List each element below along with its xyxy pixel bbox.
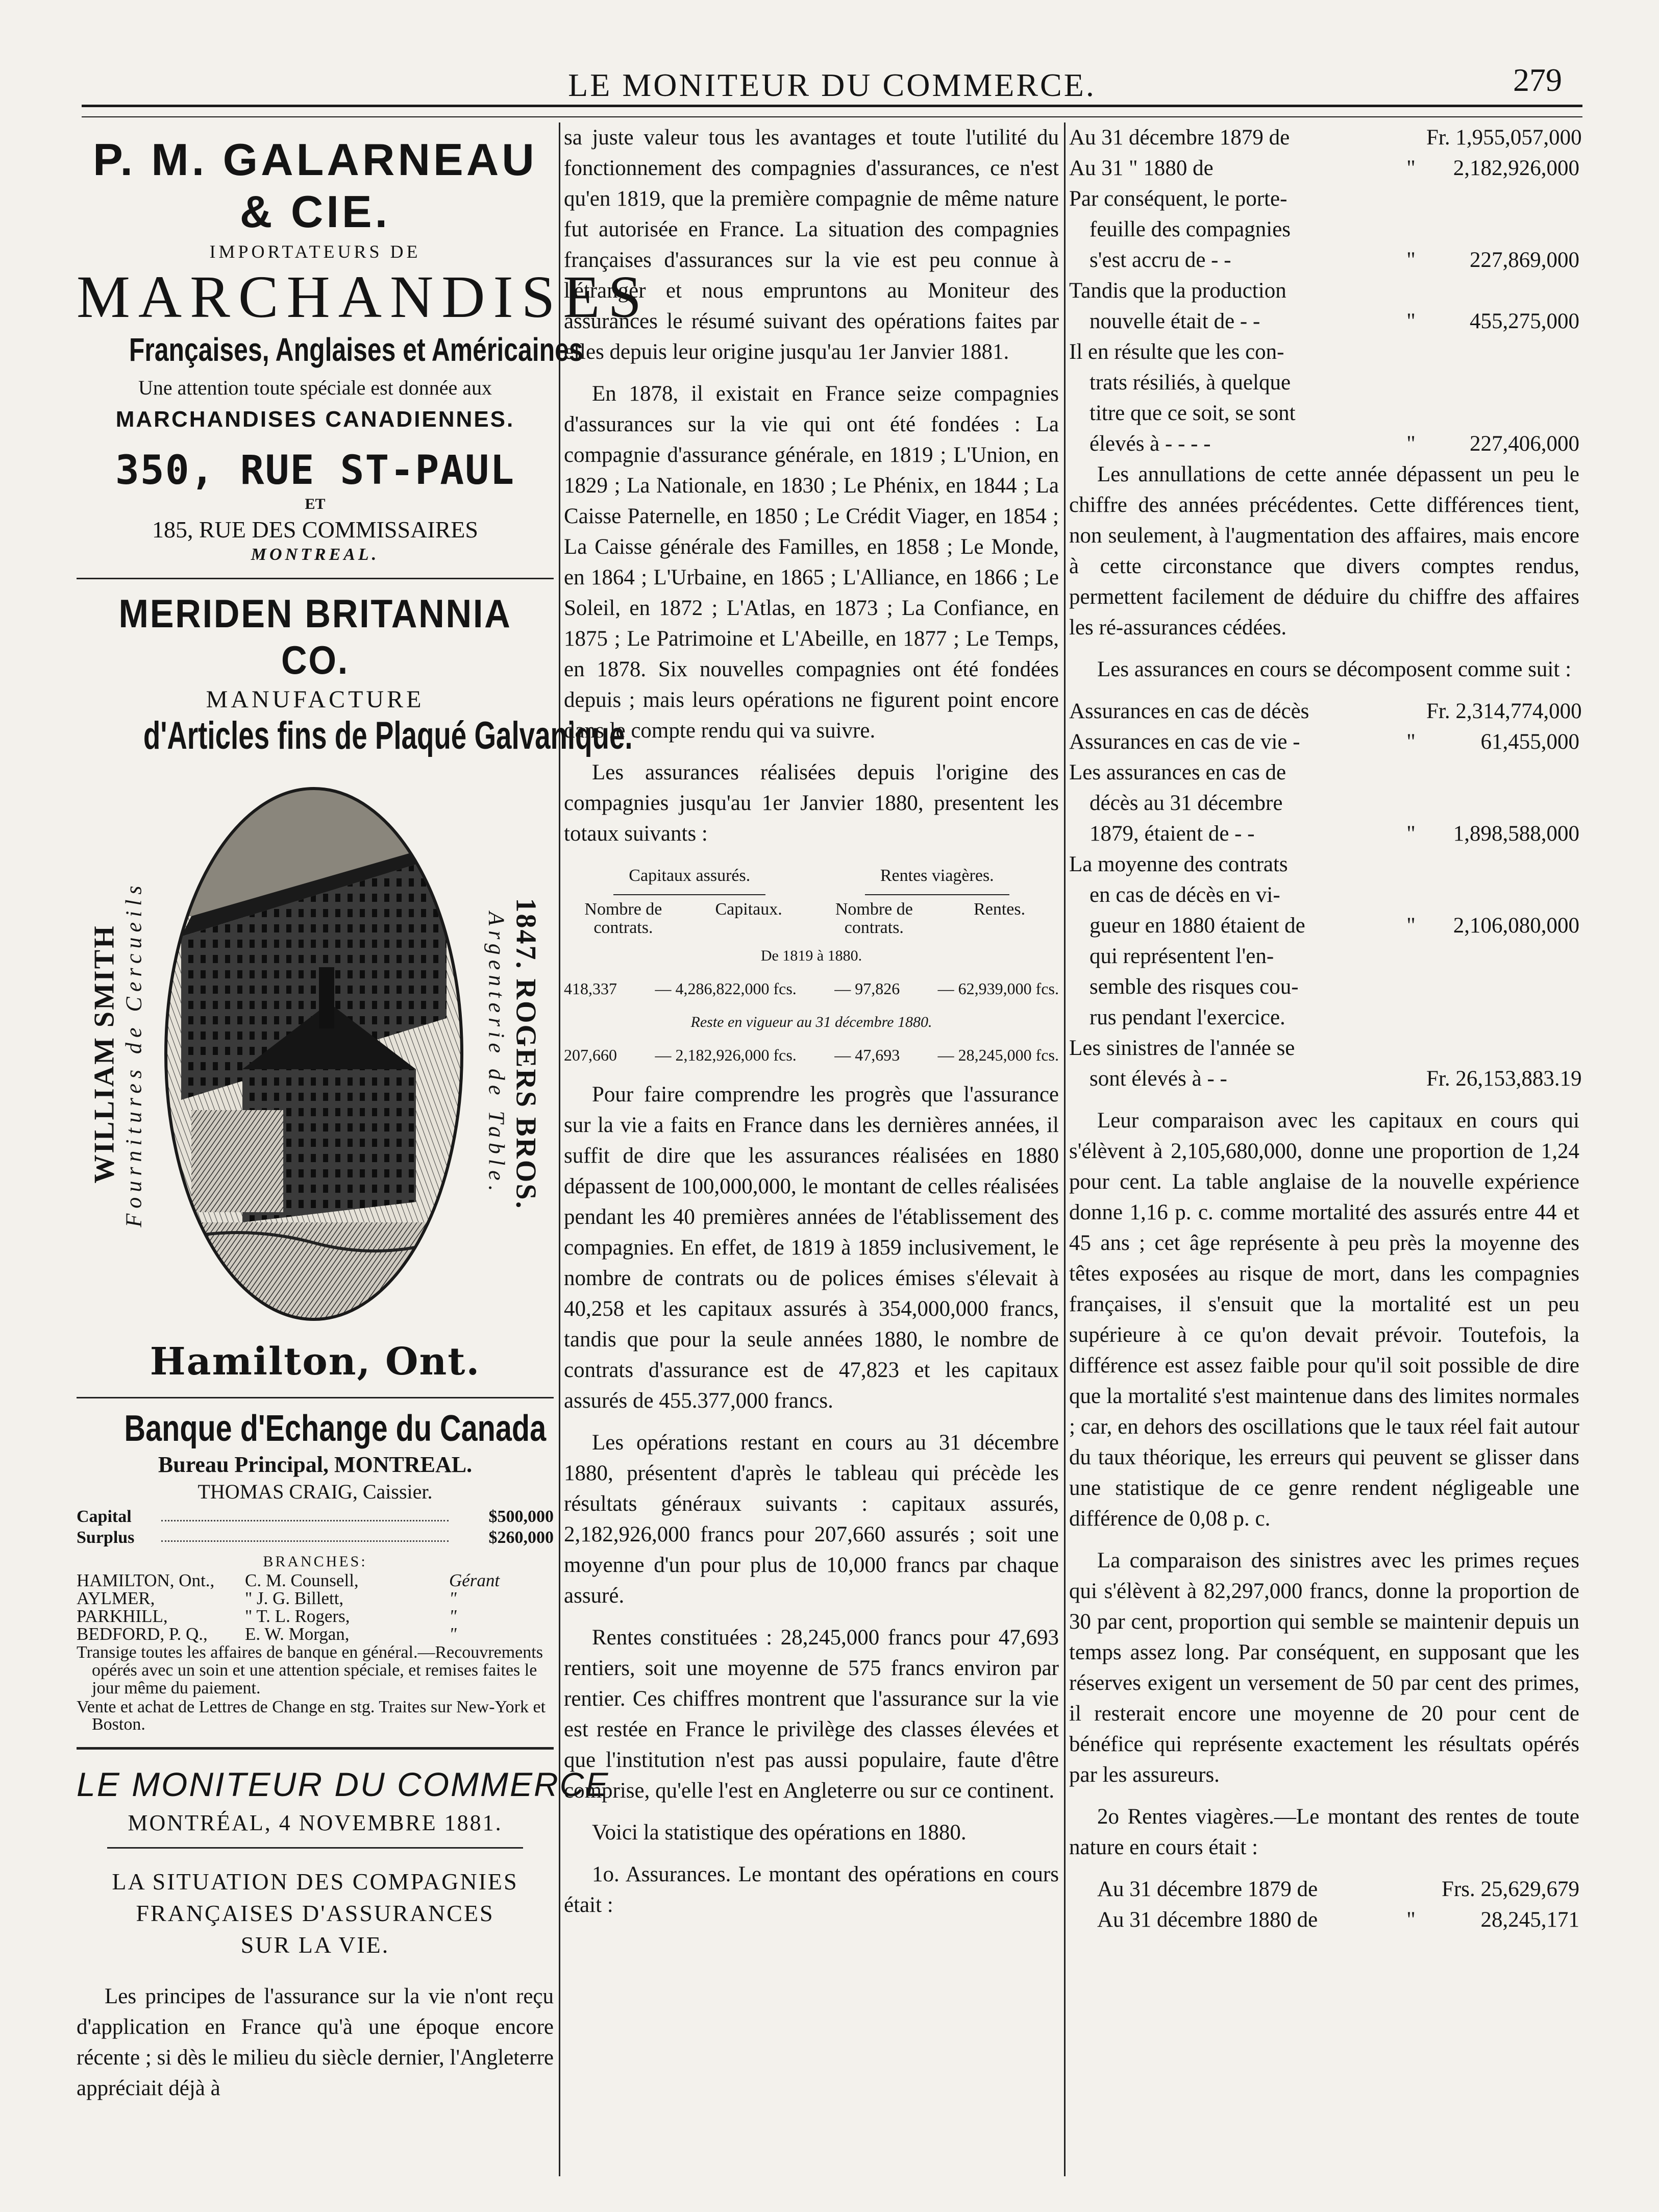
capital-label: Capital (77, 1507, 132, 1526)
ledger-row (1069, 122, 1582, 153)
ledger-label: 1879, étaient de - - (1090, 822, 1255, 846)
ad-importers: IMPORTATEURS DE (209, 241, 421, 262)
ledger-ditto-mark (1396, 398, 1426, 429)
ledger-label: sont élevés à - - (1090, 1067, 1227, 1091)
ad-separator (77, 1747, 554, 1750)
ledger-label: s'est accru de - - (1090, 248, 1231, 272)
branch-manager: " T. L. Rogers, (245, 1606, 350, 1627)
ledger-row (1069, 941, 1579, 972)
ledger-value: Frs. 25,629,679 (1442, 1877, 1579, 1901)
leader-dots (161, 1528, 449, 1542)
ledger-ditto-mark: " (1406, 1908, 1416, 1932)
column-header: Nombre de contrats. (584, 900, 662, 937)
column-2 (564, 122, 1059, 2176)
ledger-row (1069, 276, 1579, 306)
ledger-ditto-mark (1396, 367, 1426, 398)
ad-banque (77, 1408, 554, 1734)
ledger-value: 1,898,588,000 (1453, 822, 1579, 846)
capital-rows (77, 1507, 554, 1549)
branch-row (77, 1607, 554, 1625)
ledger-label: feuille des compagnies (1090, 217, 1291, 241)
ledger-row (1069, 757, 1579, 788)
branches-list (77, 1571, 554, 1643)
ledger-value (1426, 337, 1579, 367)
ledger-value (1426, 276, 1579, 306)
ledger-row (1069, 367, 1579, 398)
ledger-value (1426, 398, 1579, 429)
table-cell: 418,337 (564, 979, 617, 998)
table-cell: — 62,939,000 fcs. (937, 979, 1059, 998)
ledger-label: semble des risques cou- (1090, 975, 1299, 999)
ad-cashier: THOMAS CRAIG, Caissier. (197, 1480, 433, 1503)
banque-note-2: Vente et achat de Lettres de Change en stg. Traites sur New-York et Boston. (77, 1697, 546, 1734)
ad-banque-name: Banque d'Echange du Canada (124, 1408, 547, 1449)
ledger-value (1426, 1002, 1579, 1033)
column-3 (1069, 122, 1582, 2176)
ad-goods: MARCHANDISES (77, 263, 650, 330)
engraving-block (77, 763, 554, 1340)
ledger-value: 2,106,080,000 (1453, 914, 1579, 938)
ledger-row (1069, 337, 1579, 367)
paragraph: Les assurances en cours se décomposent comme suit : (1097, 657, 1572, 681)
ledger-ditto-mark (1396, 337, 1426, 367)
ledger-label: Les sinistres de l'année se (1069, 1036, 1295, 1060)
table-row (564, 973, 1059, 1004)
ledger-label: Au 31 " 1880 de (1069, 156, 1214, 180)
capital-row (77, 1507, 554, 1528)
ledger-row (1069, 245, 1579, 276)
ad-street-2: 185, RUE DES COMMISSAIRES (152, 516, 478, 543)
ledger-value: 28,245,171 (1480, 1908, 1579, 1932)
ledger-ditto-mark: " (1406, 248, 1416, 272)
ledger-row (1069, 153, 1579, 184)
paragraph: La comparaison des sinistres avec les primes reçues qui s'élèvent à 82,297,000 francs, donne la proportion de 30 par cent, proportion qui semble se maintenir depuis un temps assez long. Par conséquent, en supposant que les réserves exigent un versement de 50 par cent des primes, il resterait encore une moyenne de 20 pour cent de bénéfice qui représente exactement les résultats opérés par les assureurs. (1069, 1549, 1579, 1787)
ledger-ditto-mark: " (1406, 730, 1416, 754)
ledger-ditto-mark (1396, 941, 1426, 972)
ad-origins: Françaises, Anglaises et Américaines (129, 331, 583, 368)
table-cell: — 97,826 (834, 979, 900, 998)
article-title-line-1: LA SITUATION DES COMPAGNIES (112, 1868, 518, 1895)
branch-manager: C. M. Counsell, (245, 1570, 359, 1591)
ledger-row (1069, 880, 1579, 911)
ledger-ditto-mark (1396, 1064, 1426, 1094)
ledger-label: Il en résulte que les con- (1069, 340, 1284, 364)
paragraph: Pour faire comprendre les progrès que l'assurance sur la vie a faits en France dans les dernières années, il suffit de dire que les assurances réalisées en 1880 dépassent de 100,000,000, le montant de celles réalisées pendant les 40 premières années de l'établissement des compagnies. En effet, de 1819 à 1859 inclusivement, le nombre de contrats ou de polices émises s'élevait à 40,258 et les capitaux assurés à 354,000,000 francs, tandis que pour la seule années 1880, le nombre de contrats d'assurance est de 47,823 et les capitaux assurés de 455.377,000 francs. (564, 1083, 1059, 1413)
surplus-row (77, 1528, 554, 1549)
ledger-row (1069, 696, 1582, 727)
ad-canadian: MARCHANDISES CANADIENNES. (115, 406, 515, 432)
table-period-2: Reste en vigueur au 31 décembre 1880. (690, 1014, 932, 1031)
ledger-row (1097, 1905, 1579, 1935)
article-body-col1 (77, 1981, 554, 2104)
ledger-label: nouvelle était de - - (1090, 309, 1260, 333)
ad-meriden-name: MERIDEN BRITANNIA CO. (118, 591, 512, 682)
paragraph: 1o. Assurances. Le montant des opérations en cours était : (564, 1862, 1059, 1918)
ledger-label: Assurances en cas de décès (1069, 699, 1309, 723)
ledger-assurances (1069, 696, 1582, 1094)
ledger-ditto-mark (1396, 1033, 1426, 1064)
table-cell: — 4,286,822,000 fcs. (655, 979, 797, 998)
ad-separator (77, 578, 554, 579)
table-head (564, 861, 1059, 895)
table-head-rentes: Rentes viagères. (865, 861, 1009, 895)
branch-row (77, 1625, 554, 1643)
ledger-ditto-mark: " (1406, 914, 1416, 938)
ledger-row (1069, 398, 1579, 429)
ledger-value (1426, 788, 1579, 819)
table-row (564, 1040, 1059, 1070)
ad-articles: d'Articles fins de Plaqué Galvanique. (143, 714, 633, 757)
ledger-ditto-mark (1396, 880, 1426, 911)
running-title: LE MONITEUR DU COMMERCE. (568, 67, 1096, 103)
ledger-row (1069, 429, 1579, 459)
branch-row (77, 1589, 554, 1607)
ledger-value: 227,406,000 (1470, 432, 1579, 456)
ad-left-name: WILLIAM SMITH (88, 924, 120, 1184)
ledger-rentes (1069, 1874, 1579, 1935)
column-rule-1 (559, 122, 560, 2176)
ad-side-left (77, 783, 158, 1324)
ledger-label: rus pendant l'exercice. (1090, 1005, 1285, 1029)
paragraph: Voici la statistique des opérations en 1880. (592, 1821, 967, 1845)
ledger-ditto-mark (1396, 214, 1426, 245)
branch-city: BEDFORD, P. Q., (77, 1624, 208, 1644)
ad-right-sub: Argenterie de Table. (484, 912, 509, 1196)
table-cell: — 2,182,926,000 fcs. (655, 1046, 797, 1065)
column-rule-2 (1064, 122, 1066, 2176)
ad-separator (77, 1397, 554, 1398)
table-cell: 207,660 (564, 1046, 617, 1065)
ledger-value (1426, 849, 1579, 880)
branches-title: BRANCHES: (263, 1553, 367, 1570)
ledger-label: en cas de décès en vi- (1090, 883, 1280, 907)
table-columns (564, 900, 1059, 937)
paragraph: Rentes constituées : 28,245,000 francs pour 47,693 rentiers, soit une moyenne de 575 francs environ par rentier. Ces chiffres montrent que l'assurance sur la vie est restée en France le privilège des classes élevées et que l'institution n'est pas aussi populaire, faute d'être comprise, qu'elle l'est en Angleterre ou sur ce continent. (564, 1626, 1059, 1803)
ad-left-sub: Fournitures de Cercueils (121, 880, 146, 1227)
ledger-ditto-mark (1396, 1874, 1426, 1905)
branch-row (77, 1571, 554, 1589)
ledger-label: décès au 31 décembre (1090, 791, 1283, 815)
ledger-label: Au 31 décembre 1880 de (1097, 1908, 1318, 1932)
branch-manager: E. W. Morgan, (245, 1624, 350, 1644)
branch-role: " (449, 1588, 457, 1609)
ad-city: MONTREAL. (251, 545, 380, 564)
factory-engraving (161, 783, 467, 1324)
ledger-ditto-mark (1396, 122, 1426, 153)
ledger-value (1426, 757, 1579, 788)
ledger-label: titre que ce soit, se sont (1090, 401, 1296, 425)
leader-dots (161, 1507, 449, 1521)
column-header: Rentes. (974, 900, 1026, 919)
ledger-label: Par conséquent, le porte- (1069, 187, 1287, 211)
ledger-value (1426, 214, 1579, 245)
ad-hamilton: Hamilton, Ont. (150, 1339, 481, 1384)
ad-bureau: Bureau Principal, MONTREAL. (158, 1452, 473, 1477)
ad-street-1: 350, RUE ST-PAUL (115, 447, 515, 494)
capital-value: $500,000 (488, 1507, 554, 1526)
ledger-value (1426, 880, 1579, 911)
ledger-ditto-mark (1396, 1002, 1426, 1033)
ledger-label: Assurances en cas de vie - (1069, 730, 1300, 754)
ledger-label: Tandis que la production (1069, 279, 1286, 303)
ledger-row (1069, 306, 1579, 337)
ledger-value (1426, 972, 1579, 1002)
paragraph: Les opérations restant en cours au 31 décembre 1880, présentent d'après le tableau qui précède les résultats généraux suivants : capitaux assurés, 2,182,926,000 francs pour 207,660 assurés ; soit une moyenne d'un pour plus de 10,000 francs par chaque assuré. (564, 1431, 1059, 1608)
ledger-value: 61,455,000 (1480, 730, 1579, 754)
table-head-capitaux: Capitaux assurés. (613, 861, 765, 895)
dateline: MONTRÉAL, 4 NOVEMBRE 1881. (128, 1810, 503, 1835)
ledger-ditto-mark (1396, 276, 1426, 306)
paragraph: En 1878, il existait en France seize compagnies d'assurances sur la vie qui ont été fondées : La compagnie d'assurance générale, en 1819 ; L'Union, en 1829 ; La Nationale, en 1830 ; Le Phénix, en 1844 ; La Caisse Paternelle, en 1850 ; Le Crédit Viager, en 1854 ; La Caisse générale des Familles, en 1858 ; Le Monde, en 1864 ; L'Urbaine, en 1865 ; L'Alliance, en 1866 ; Le Soleil, en 1872 ; L'Atlas, en 1873 ; La Confiance, en 1875 ; Le Patrimoine et L'Abeille, en 1877 ; Le Temps, en 1878. Six nouvelles compagnies ont été fondées depuis ; mais leurs opérations ne figurent point encore dans le compte rendu qui va suivre. (564, 382, 1059, 743)
ad-manufacture: MANUFACTURE (206, 685, 425, 713)
ledger-ditto-mark (1396, 184, 1426, 214)
ledger-value: Fr. 26,153,883.19 (1426, 1067, 1582, 1091)
ledger-ditto-mark: " (1406, 432, 1416, 456)
masthead-title: LE MONITEUR DU COMMERCE (77, 1765, 610, 1803)
ledger-value: Fr. 1,955,057,000 (1426, 126, 1582, 150)
article-title-line-3: SUR LA VIE. (240, 1932, 390, 1958)
ledger-value (1426, 1033, 1579, 1064)
ledger-operations (1069, 122, 1582, 459)
paragraph: sa juste valeur tous les avantages et toute l'utilité du fonctionnement des compagnies d'assurances, ce n'est qu'en 1819, que la première compagnie de même nature fut autorisée en France. La situation des compagnies françaises d'assurances sur la vie est peu connue à l'étranger et nous empruntons au Moniteur des assurances le résumé suivant des opérations faites par elles depuis leur origine jusqu'au 1er Janvier 1881. (564, 126, 1059, 364)
ledger-label: La moyenne des contrats (1069, 852, 1288, 876)
ledger-value: 2,182,926,000 (1453, 156, 1579, 180)
paragraph: Les annullations de cette année dépassent un peu le chiffre des années précédentes. Cette différences tient, non seulement, à l'augmentation des affaires, mais encore à cette circonstance que divers comptes rendus, permettent facilement de déduire du chiffre des affaires les ré-assurances cédées. (1069, 462, 1579, 640)
paragraph: Leur comparaison avec les capitaux en cours qui s'élèvent à 2,105,680,000, donne une proportion de 1,24 pour cent. La table anglaise de la nouvelle expérience donne 1,16 p. c. comme mortalité des assurés entre 44 et 45 ans ; cet âge représente à peu près la moyenne des têtes exposées au risque de mort, dans les compagnies françaises, il s'ensuit que la mortalité est un peu supérieure à ce qu'on devait prévoir. Toutefois, la différence est assez faible pour qu'il soit possible de dire que la mortalité s'est maintenue dans des limites normales ; car, en dehors des oscillations que le taux réel fait autour du taux théorique, les erreurs qui peuvent se glisser dans une statistique de ce genre rendent négligeable une différence de 0,08 p. c. (1069, 1109, 1579, 1531)
article-title (77, 1866, 554, 1961)
surplus-value: $260,000 (488, 1528, 554, 1547)
ledger-value (1426, 367, 1579, 398)
banque-note-1: Transige toutes les affaires de banque en général.—Recouvrements opérés avec un soin et une attention spéciale, et remises faites le jour même du paiement. (77, 1643, 543, 1698)
ledger-row (1069, 1064, 1582, 1094)
ledger-ditto-mark: " (1406, 822, 1416, 846)
ad-galarneau-name: P. M. GALARNEAU & CIE. (93, 134, 537, 237)
header-rule (82, 105, 1582, 117)
branch-city: PARKHILL, (77, 1606, 168, 1627)
paragraph: 2o Rentes viagères.—Le montant des rentes de toute nature en cours était : (1069, 1805, 1579, 1859)
ledger-row (1069, 849, 1579, 880)
ledger-value (1426, 184, 1579, 214)
statistics-table (564, 861, 1059, 1070)
ledger-row (1069, 184, 1579, 214)
branch-manager: " J. G. Billett, (245, 1588, 344, 1609)
ledger-row (1069, 1033, 1579, 1064)
table-period-1: De 1819 à 1880. (760, 947, 862, 965)
ledger-ditto-mark (1396, 849, 1426, 880)
ad-et: ET (305, 495, 326, 512)
ledger-row (1069, 214, 1579, 245)
ledger-label: Les assurances en cas de (1069, 760, 1286, 784)
ledger-row (1069, 1002, 1579, 1033)
paragraph: Les principes de l'assurance sur la vie n'ont reçu d'application en France qu'à une époque encore récente ; si dès le milieu du siècle dernier, l'Angleterre appréciait déjà à (77, 1984, 554, 2101)
ledger-value (1426, 941, 1579, 972)
running-head (82, 56, 1582, 112)
ledger-label: Au 31 décembre 1879 de (1069, 126, 1290, 150)
table-cell: — 28,245,000 fcs. (937, 1046, 1059, 1065)
ad-right-name: 1847. ROGERS BROS. (510, 898, 542, 1210)
column-header: Capitaux. (715, 900, 782, 919)
table-cell: — 47,693 (834, 1046, 900, 1065)
ledger-row (1069, 727, 1579, 757)
ledger-ditto-mark (1396, 696, 1426, 727)
masthead-block (77, 1765, 610, 1961)
surplus-label: Surplus (77, 1528, 135, 1547)
ledger-value: Fr. 2,314,774,000 (1426, 699, 1582, 723)
ledger-ditto-mark: " (1406, 309, 1416, 333)
ledger-ditto-mark (1396, 972, 1426, 1002)
ledger-ditto-mark: " (1406, 156, 1416, 180)
page-number: 279 (1513, 62, 1562, 98)
branch-city: AYLMER, (77, 1588, 155, 1609)
ledger-ditto-mark (1396, 788, 1426, 819)
branch-role: " (449, 1606, 457, 1627)
article-title-line-2: FRANÇAISES D'ASSURANCES (136, 1900, 494, 1926)
ad-note: Une attention toute spéciale est donnée aux (138, 376, 492, 399)
branch-role: " (449, 1624, 457, 1644)
ledger-row (1069, 972, 1579, 1002)
ledger-label: qui représentent l'en- (1090, 944, 1274, 968)
ad-side-right (472, 783, 554, 1324)
paragraph: Les assurances réalisées depuis l'origine des compagnies jusqu'au 1er Janvier 1880, presentent les totaux suivants : (564, 760, 1059, 846)
masthead-rule (107, 1847, 523, 1849)
ledger-row (1069, 819, 1579, 849)
ledger-row (1069, 911, 1579, 941)
ledger-value: 455,275,000 (1470, 309, 1579, 333)
branch-role: Gérant (449, 1570, 500, 1591)
branch-city: HAMILTON, Ont., (77, 1570, 215, 1591)
ledger-ditto-mark (1396, 757, 1426, 788)
ledger-label: trats résiliés, à quelque (1090, 371, 1291, 395)
ad-galarneau (77, 134, 650, 564)
ledger-row (1097, 1874, 1579, 1905)
ledger-label: Au 31 décembre 1879 de (1097, 1877, 1318, 1901)
column-header: Nombre de contrats. (835, 900, 913, 937)
ledger-label: gueur en 1880 étaient de (1090, 914, 1305, 938)
ledger-label: élevés à - - - - (1090, 432, 1211, 456)
ledger-value: 227,869,000 (1470, 248, 1579, 272)
ledger-row (1069, 788, 1579, 819)
